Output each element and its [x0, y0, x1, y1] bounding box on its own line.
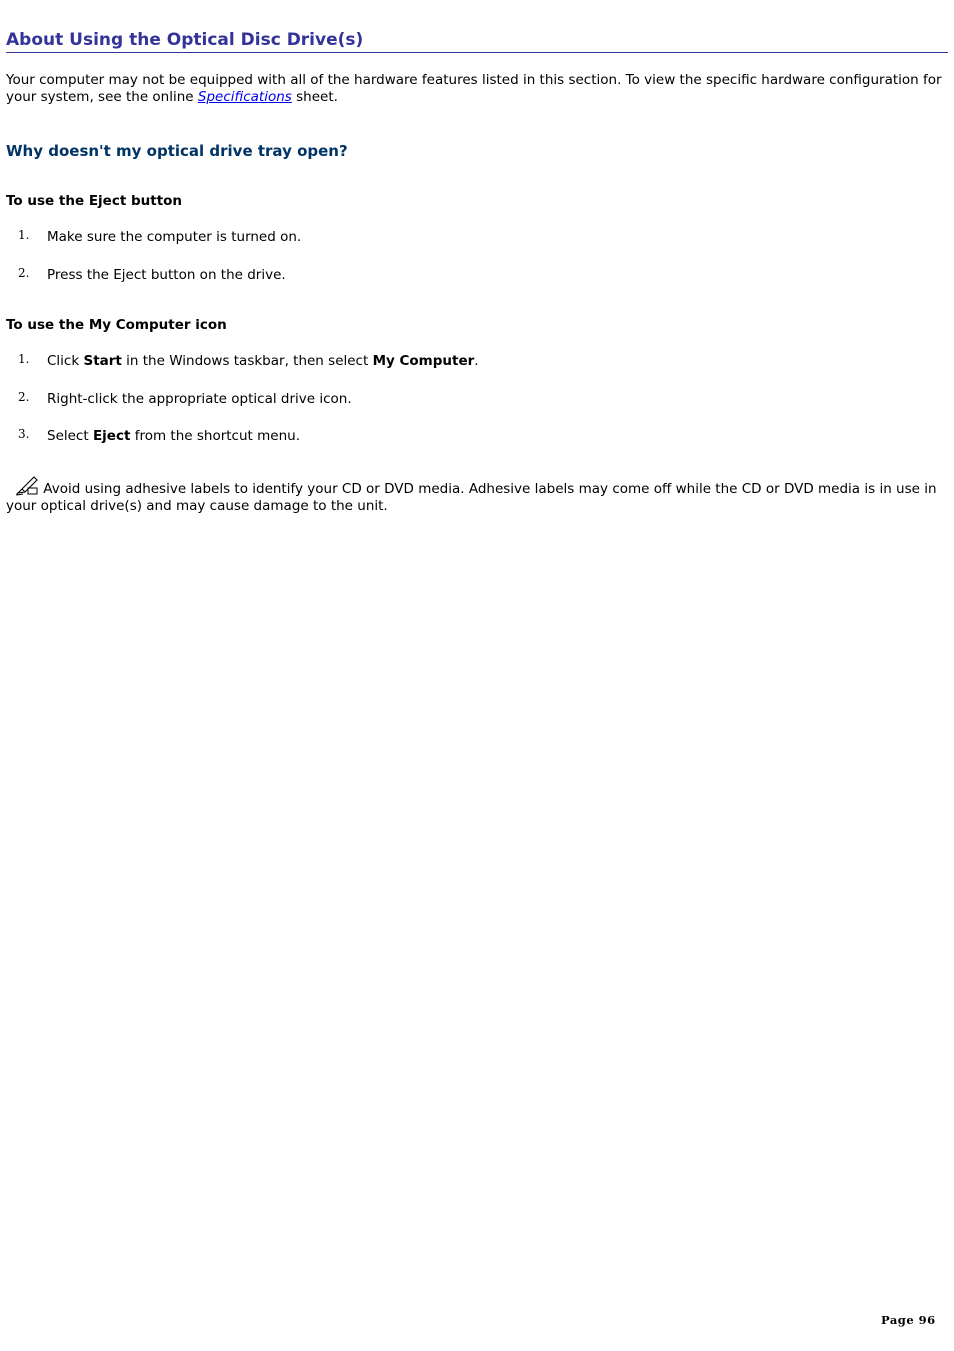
- step-number: 2.: [18, 390, 30, 404]
- note-pencil-icon: [15, 476, 39, 496]
- note-text: Avoid using adhesive labels to identify your CD or DVD media. Adhesive labels may come off while the CD or DVD media is in use in your optical drive(s) and may cause damage to the unit.: [6, 481, 937, 514]
- step-text: [47, 427, 300, 445]
- step-text: Make sure the computer is turned on.: [47, 229, 302, 245]
- note-paragraph: [6, 476, 948, 515]
- my-computer-label: My Computer: [372, 353, 475, 369]
- step-number: 3.: [18, 427, 30, 441]
- specifications-link[interactable]: Specifications: [197, 89, 292, 105]
- step-text: Press the Eject button on the drive.: [47, 267, 286, 283]
- intro-paragraph: [6, 72, 948, 106]
- step-number: 1.: [18, 228, 30, 242]
- my-computer-heading: To use the My Computer icon: [6, 317, 227, 333]
- list-item: [6, 352, 948, 372]
- list-item: [6, 266, 948, 286]
- step-text-post: from the shortcut menu.: [130, 428, 300, 444]
- list-item: [6, 427, 948, 447]
- step-number: 2.: [18, 266, 30, 280]
- intro-text-before: Your computer may not be equipped with all of the hardware features listed in this section. To view the specific hardware configuration for your system, see the online: [6, 72, 942, 105]
- step-text: [47, 352, 479, 370]
- start-label: Start: [83, 353, 122, 369]
- page-number: Page 96: [881, 1313, 936, 1327]
- eject-label: Eject: [92, 428, 131, 444]
- eject-button-heading: To use the Eject button: [6, 193, 183, 209]
- step-text-pre: Click: [47, 353, 84, 369]
- list-item: [6, 390, 948, 410]
- question-heading: Why doesn't my optical drive tray open?: [6, 142, 348, 160]
- list-item: [6, 228, 948, 248]
- step-text-mid: in the Windows taskbar, then select: [121, 353, 373, 369]
- step-text: Right-click the appropriate optical drive icon.: [47, 391, 352, 407]
- step-number: 1.: [18, 352, 30, 366]
- step-text-post: .: [474, 353, 479, 369]
- page-title: About Using the Optical Disc Drive(s): [6, 29, 948, 53]
- step-text-pre: Select: [47, 428, 93, 444]
- intro-text-after: sheet.: [291, 89, 338, 105]
